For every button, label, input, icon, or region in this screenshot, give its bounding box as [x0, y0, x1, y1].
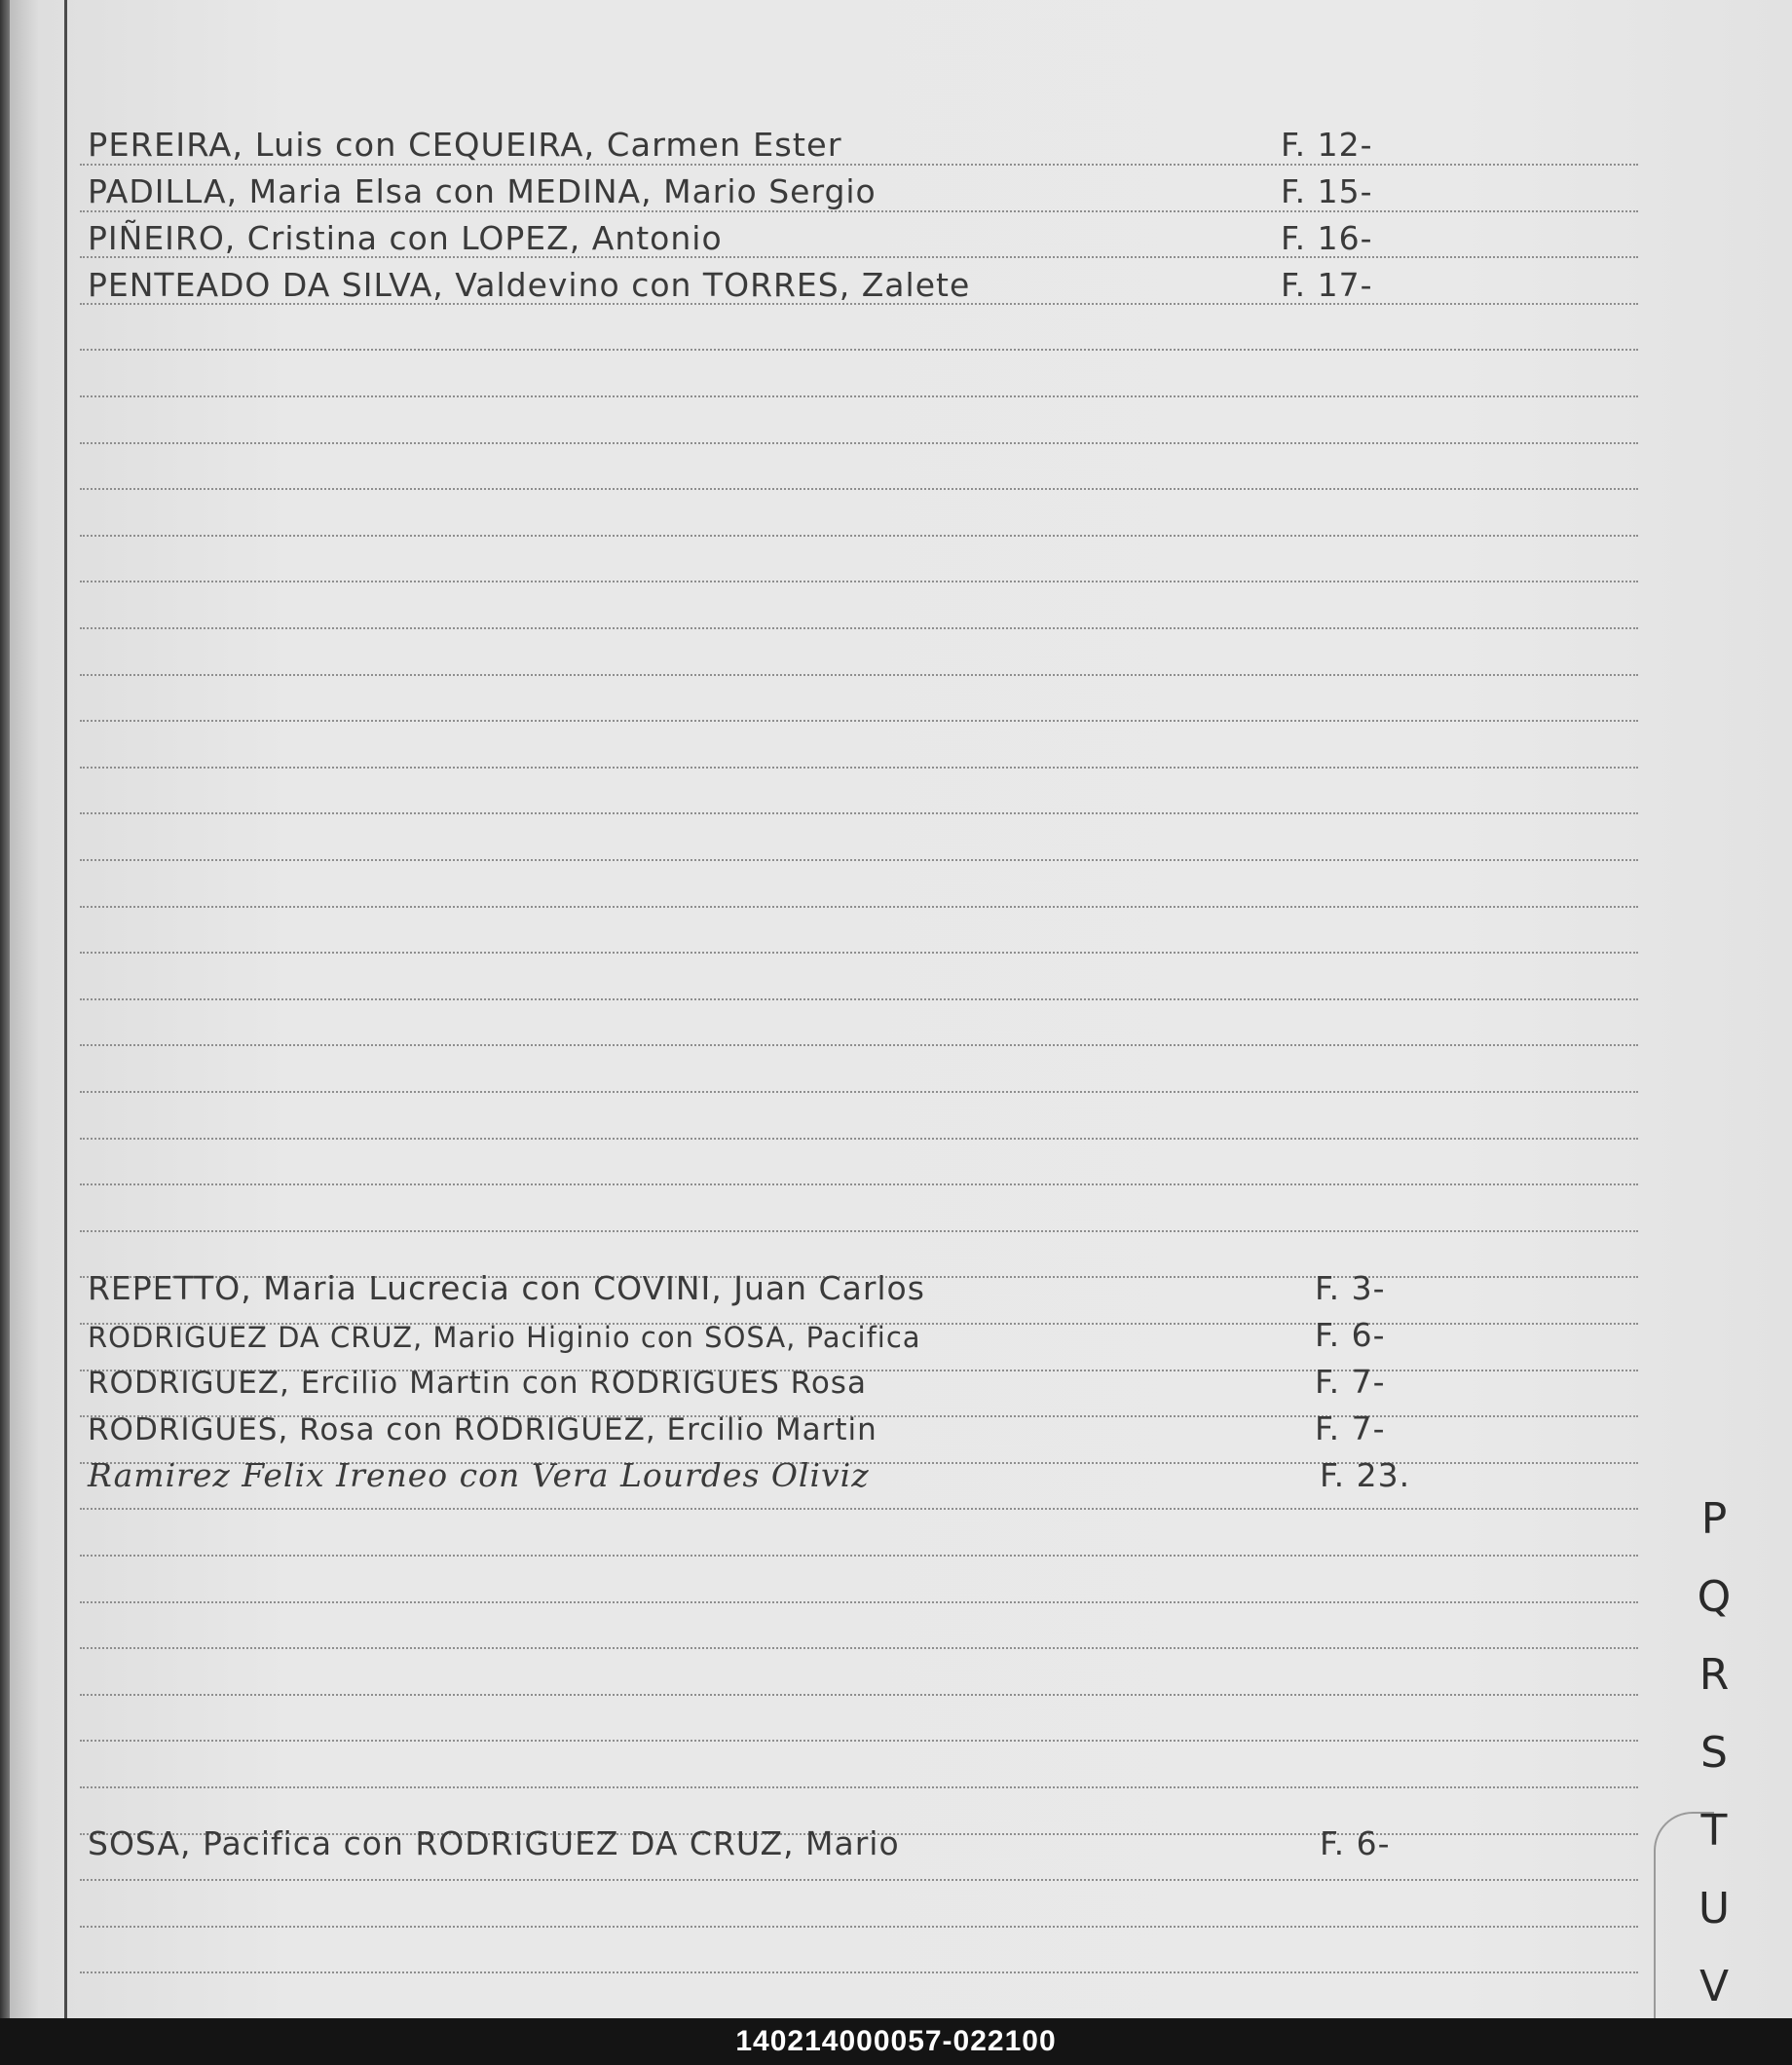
- entry-folio: F. 6-: [1320, 1824, 1391, 1862]
- entry-folio: F. 23.: [1320, 1456, 1411, 1494]
- index-entry: [88, 123, 1636, 166]
- index-entry: [88, 263, 1636, 306]
- ruled-line: [80, 1647, 1638, 1649]
- entry-name: RODRIGUES, Rosa con RODRIGUEZ, Ercilio Martin: [88, 1412, 877, 1447]
- index-entry: [88, 1360, 1636, 1403]
- entry-name: PIÑEIRO, Cristina con LOPEZ, Antonio: [88, 219, 723, 257]
- index-entry: [88, 1453, 1636, 1496]
- ruled-line: [80, 998, 1638, 1000]
- ruled-line: [80, 442, 1638, 444]
- entry-folio: F. 7-: [1315, 1363, 1386, 1401]
- entry-name: PADILLA, Maria Elsa con MEDINA, Mario Sergio: [88, 172, 877, 210]
- ruled-line: [80, 674, 1638, 676]
- entry-name: PEREIRA, Luis con CEQUEIRA, Carmen Ester: [88, 126, 842, 164]
- ruled-line: [80, 1230, 1638, 1232]
- page-binding-edge: [0, 0, 10, 2018]
- entry-name: RODRIGUEZ DA CRUZ, Mario Higinio con SOSA, Pacifica: [88, 1321, 921, 1354]
- ruled-line: [80, 627, 1638, 629]
- alphabet-index-tabs: [1656, 1481, 1773, 2018]
- ruled-line: [80, 1091, 1638, 1093]
- entry-name: PENTEADO DA SILVA, Valdevino con TORRES, Zalete: [88, 266, 971, 304]
- ruled-line: [80, 1694, 1638, 1696]
- index-entry: [88, 1313, 1636, 1356]
- index-tab-letter[interactable]: V: [1699, 1962, 1730, 2011]
- index-tab-letter[interactable]: R: [1699, 1650, 1730, 1700]
- ruled-line: [80, 1971, 1638, 1973]
- ruled-line: [80, 349, 1638, 351]
- ruled-line: [80, 581, 1638, 582]
- index-entry: [88, 1407, 1636, 1449]
- ruled-line: [80, 1555, 1638, 1557]
- ruled-line: [80, 395, 1638, 397]
- entry-folio: F. 6-: [1315, 1316, 1386, 1354]
- ruled-line: [80, 535, 1638, 537]
- ruled-line: [80, 1879, 1638, 1881]
- entry-name: RODRIGUEZ, Ercilio Martin con RODRIGUES Rosa: [88, 1366, 867, 1401]
- entry-folio: F. 17-: [1281, 266, 1373, 304]
- margin-rule: [64, 0, 67, 2018]
- ruled-line: [80, 1183, 1638, 1185]
- index-tab-letter[interactable]: S: [1700, 1728, 1728, 1778]
- entry-name: SOSA, Pacifica con RODRIGUEZ DA CRUZ, Mario: [88, 1824, 900, 1862]
- ruled-line: [80, 812, 1638, 814]
- ruled-line: [80, 859, 1638, 861]
- ruled-line: [80, 1786, 1638, 1788]
- index-entry: [88, 1266, 1636, 1309]
- entry-folio: F. 16-: [1281, 219, 1373, 257]
- ruled-line: [80, 1044, 1638, 1046]
- scan-footer-id: 140214000057-022100: [0, 2018, 1792, 2065]
- ruled-line: [80, 906, 1638, 908]
- ruled-line: [80, 1601, 1638, 1603]
- entry-folio: F. 12-: [1281, 126, 1373, 164]
- ruled-line: [80, 1926, 1638, 1928]
- entry-folio: F. 7-: [1315, 1409, 1386, 1447]
- index-tab-letter[interactable]: P: [1700, 1494, 1728, 1544]
- entry-name: REPETTO, Maria Lucrecia con COVINI, Juan Carlos: [88, 1269, 925, 1307]
- index-entry: [88, 1821, 1636, 1864]
- entry-folio: F. 15-: [1281, 172, 1373, 210]
- index-tab-letter[interactable]: T: [1700, 1806, 1728, 1856]
- ruled-line: [80, 1508, 1638, 1510]
- index-tab-letter[interactable]: Q: [1697, 1572, 1732, 1622]
- ruled-line: [80, 488, 1638, 490]
- index-entry: [88, 169, 1636, 212]
- ruled-line: [80, 720, 1638, 722]
- index-tab-letter[interactable]: U: [1698, 1884, 1731, 1934]
- ruled-line: [80, 767, 1638, 769]
- index-entry: [88, 216, 1636, 259]
- entry-name: Ramirez Felix Ireneo con Vera Lourdes Oliviz: [88, 1456, 870, 1494]
- entry-folio: F. 3-: [1315, 1269, 1386, 1307]
- ruled-line: [80, 1740, 1638, 1742]
- ruled-line: [80, 1138, 1638, 1140]
- ruled-line: [80, 952, 1638, 954]
